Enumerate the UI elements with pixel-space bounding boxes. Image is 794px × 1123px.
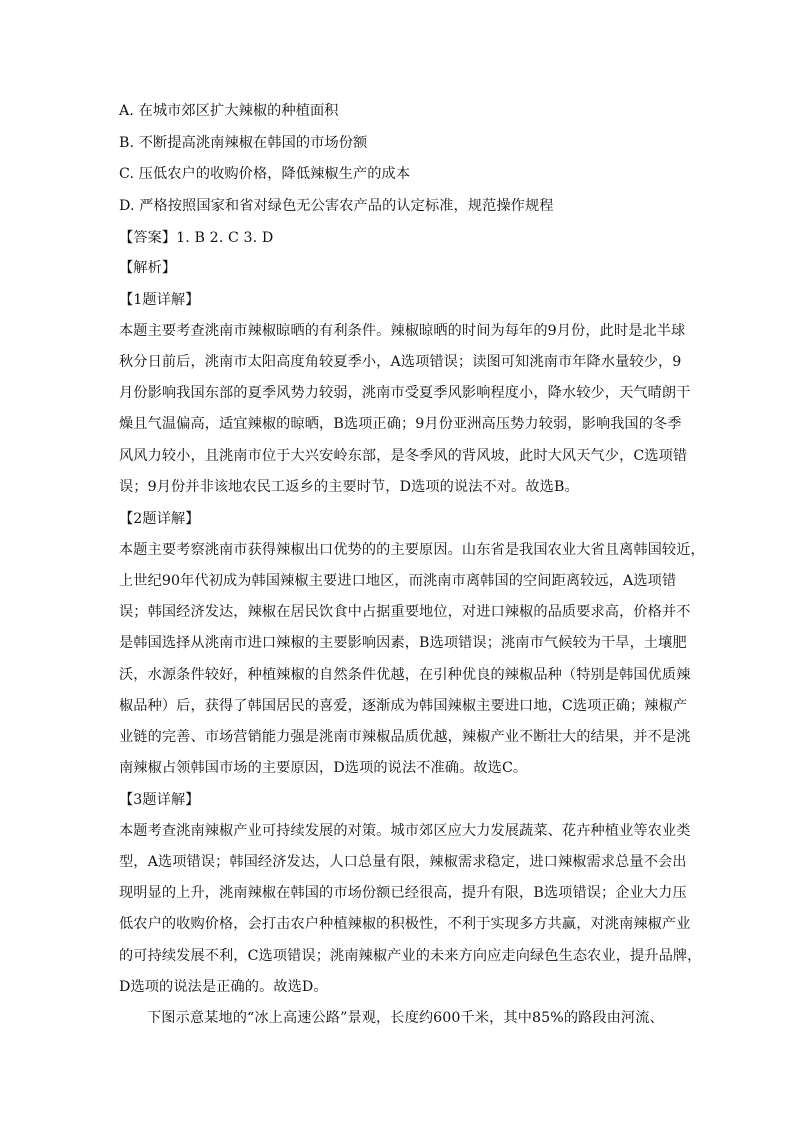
next-paragraph: 下图示意某地的“冰上高速公路”景观，长度约600千米，其中85%的路段由河流、: [147, 1010, 664, 1026]
q1-line: 月份影响我国东部的夏季风势力较弱，洮南市受夏季风影响程度小，降水较少，天气晴朗干: [119, 385, 691, 401]
option-d: D. 严格按照国家和省对绿色无公害农产品的认定标准，规范操作规程: [119, 198, 554, 214]
q1-line: 风风力较小，且洮南市位于大兴安岭东部，是冬季风的背风坡，此时大风天气少，C选项错: [119, 448, 688, 464]
q2-line: 是韩国选择从洮南市进口辣椒的主要影响因素，B选项错误；洮南市气候较为干旱，土壤肥: [119, 635, 687, 651]
q3-heading: 【3题详解】: [119, 792, 200, 808]
q2-heading: 【2题详解】: [119, 511, 200, 527]
q2-line: 椒品种）后，获得了韩国居民的喜爱，逐渐成为韩国辣椒主要进口地，C选项正确；辣椒产: [119, 698, 688, 714]
q3-line: 现明显的上升，洮南辣椒在韩国的市场份额已经很高，提升有限，B选项错误；企业大力压: [119, 885, 687, 901]
q1-line: 秋分日前后，洮南市太阳高度角较夏季小，A选项错误；读图可知洮南市年降水量较少，9: [119, 354, 682, 370]
q2-line: 误；韩国经济发达，辣椒在居民饮食中占据重要地位，对进口辣椒的品质要求高，价格并不: [119, 604, 691, 620]
option-b: B. 不断提高洮南辣椒在韩国的市场份额: [119, 135, 368, 151]
q1-line: 误；9月份并非该地农民工返乡的主要时节，D选项的说法不对。故选B。: [119, 479, 579, 495]
analysis-heading: 【解析】: [119, 260, 177, 276]
q3-line: 低农户的收购价格，会打击农户种植辣椒的积极性，不利于实现多方共赢，对洮南辣椒产业: [119, 916, 691, 932]
q3-line: 型，A选项错误；韩国经济发达，人口总量有限，辣椒需求稳定，进口辣椒需求总量不会出: [119, 854, 687, 870]
q2-line: 上世纪90年代初成为韩国辣椒主要进口地区，而洮南市离韩国的空间距离较远，A选项错: [119, 573, 677, 589]
q2-line: 南辣椒占领韩国市场的主要原因，D选项的说法不准确。故选C。: [119, 760, 528, 776]
option-a: A. 在城市郊区扩大辣椒的种植面积: [119, 103, 339, 119]
q2-line: 本题主要考察洮南市获得辣椒出口优势的的主要原因。山东省是我国农业大省且离韩国较近，: [119, 542, 705, 558]
option-c: C. 压低农户的收购价格，降低辣椒生产的成本: [119, 166, 411, 182]
q1-line: 燥且气温偏高，适宜辣椒的晾晒，B选项正确；9月份亚洲高压势力较弱，影响我国的冬季: [119, 416, 682, 432]
q2-line: 沃，水源条件较好，种植辣椒的自然条件优越，在引种优良的辣椒品种（特别是韩国优质辣: [119, 667, 691, 683]
q1-heading: 【1题详解】: [119, 292, 200, 308]
q3-line: 的可持续发展不利，C选项错误；洮南辣椒产业的未来方向应走向绿色生态农业，提升品牌，: [119, 948, 702, 964]
answer-line: 【答案】1. B 2. C 3. D: [119, 230, 274, 246]
q3-line: 本题考查洮南辣椒产业可持续发展的对策。城市郊区应大力发展蔬菜、花卉种植业等农业类: [119, 823, 691, 839]
q1-line: 本题主要考查洮南市辣椒晾晒的有利条件。辣椒晾晒的时间为每年的9月份，此时是北半球: [119, 323, 686, 339]
q3-line: D选项的说法是正确的。故选D。: [119, 979, 328, 995]
q2-line: 业链的完善、市场营销能力强是洮南市辣椒品质优越，辣椒产业不断壮大的结果，并不是洮: [119, 729, 691, 745]
